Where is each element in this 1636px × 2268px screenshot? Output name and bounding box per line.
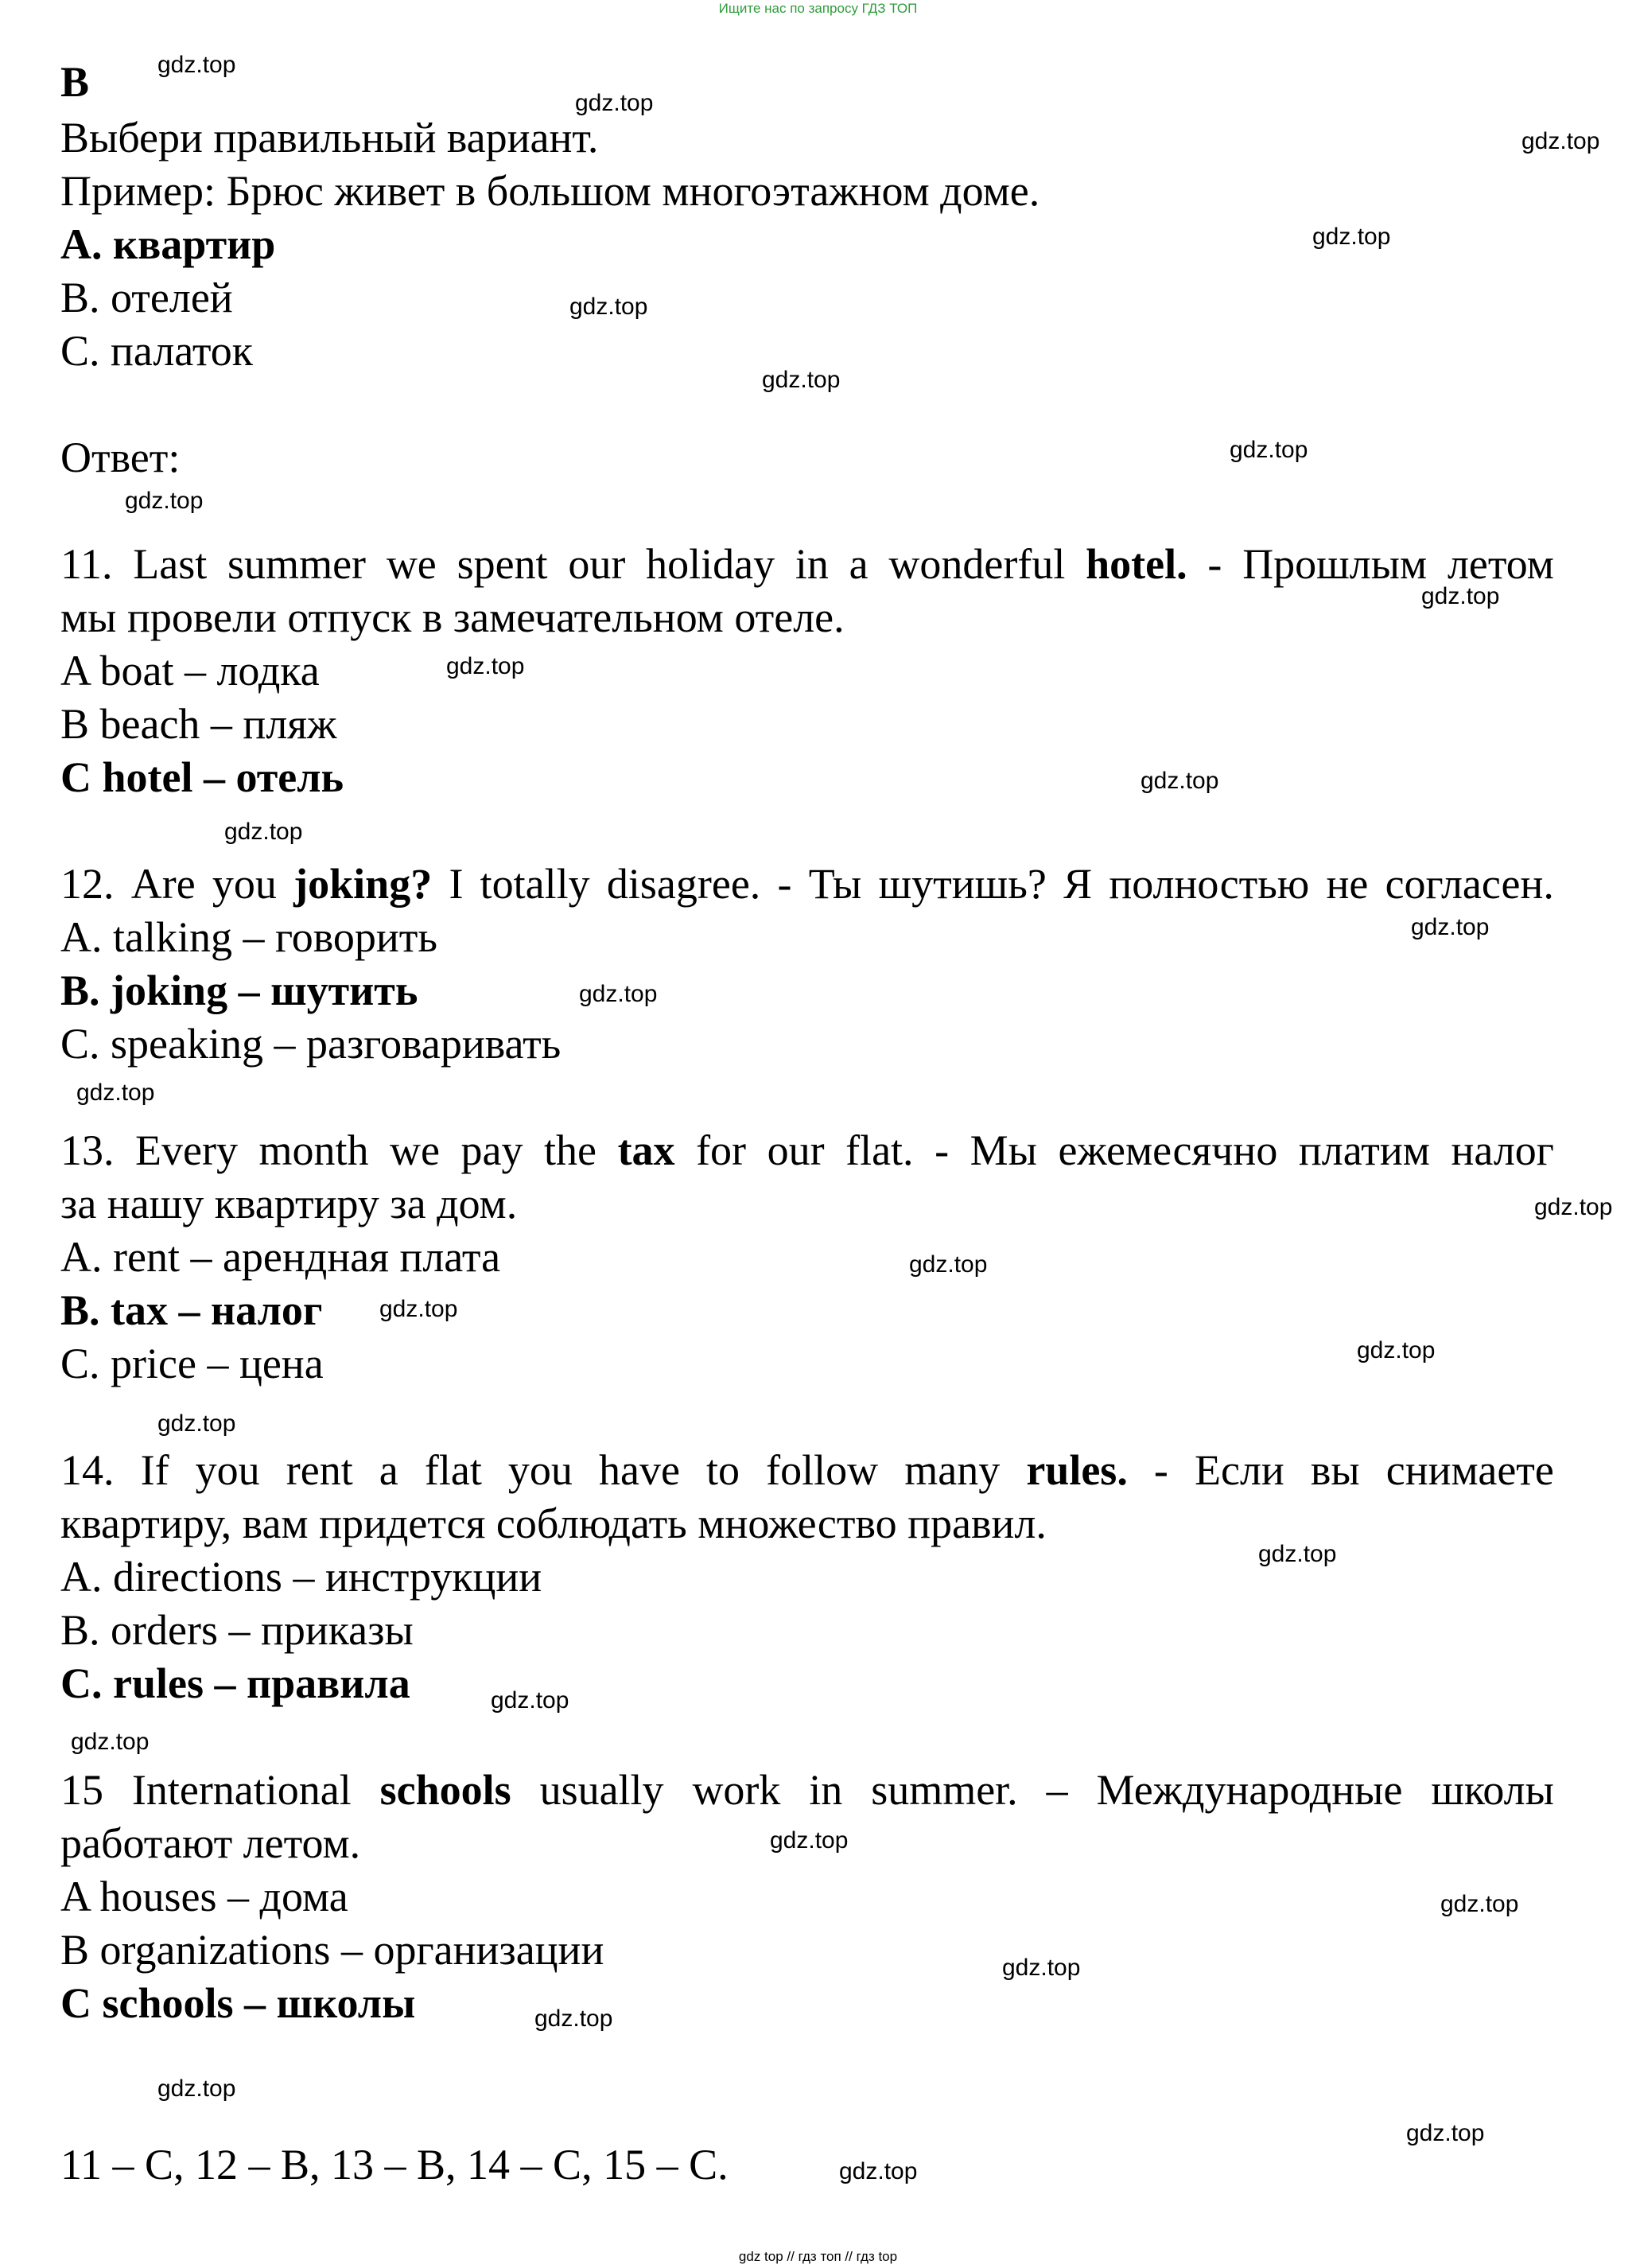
word: Are (130, 860, 196, 908)
q14-line2: квартиру, вам придется соблюдать множество правил. (60, 1500, 1047, 1547)
watermark: gdz.top (1534, 1194, 1613, 1220)
watermark: gdz.top (76, 1080, 155, 1106)
watermark: gdz.top (125, 488, 204, 514)
q12-option-a: A. talking – говорить (60, 913, 438, 961)
q14-line1 (60, 1444, 1554, 1496)
word: вы (1310, 1446, 1360, 1494)
word: have (599, 1446, 680, 1494)
q12-option-c: C. speaking – разговаривать (60, 1020, 562, 1068)
q11-option-b: B beach – пляж (60, 700, 337, 748)
word: - (935, 1126, 950, 1174)
watermark: gdz.top (1521, 128, 1600, 154)
q11-line1 (60, 538, 1554, 590)
word: summer. (871, 1766, 1018, 1814)
answer-summary: 11 – C, 12 – B, 13 – B, 14 – C, 15 – C. (60, 2141, 729, 2188)
word: согласен. (1385, 860, 1554, 908)
q14-option-c: C. rules – правила (60, 1659, 410, 1707)
word: 13. (60, 1126, 115, 1174)
word: - (1207, 540, 1222, 588)
watermark: gdz.top (1406, 2120, 1485, 2146)
watermark: gdz.top (157, 1410, 236, 1437)
word: - (777, 860, 792, 908)
watermark: gdz.top (909, 1251, 988, 1278)
q13-option-b: B. tax – налог (60, 1286, 323, 1334)
word: - (1153, 1446, 1168, 1494)
word: 11. (60, 540, 113, 588)
word: you (507, 1446, 573, 1494)
word: rent (286, 1446, 353, 1494)
word: flat (424, 1446, 482, 1494)
word: month (258, 1126, 369, 1174)
word: снимаете (1385, 1446, 1554, 1494)
q12-option-b: B. joking – шутить (60, 967, 418, 1014)
watermark: gdz.top (579, 981, 658, 1007)
word: International (131, 1766, 352, 1814)
q11-line2: мы провели отпуск в замечательном отеле. (60, 593, 845, 641)
word: полностью (1109, 860, 1310, 908)
word: our (767, 1126, 825, 1174)
word: for (696, 1126, 747, 1174)
word: in (795, 540, 829, 588)
q13-option-a: A. rent – арендная плата (60, 1233, 501, 1281)
watermark: gdz.top (1258, 1541, 1337, 1567)
word: Ты (808, 860, 862, 908)
keyword: rules. (1026, 1446, 1128, 1494)
q15-line2: работают летом. (60, 1819, 361, 1867)
watermark: gdz.top (379, 1296, 458, 1322)
word: to (706, 1446, 740, 1494)
example-option-a: A. квартир (60, 220, 276, 268)
word: Прошлым (1242, 540, 1428, 588)
word: work (692, 1766, 781, 1814)
word: pay (460, 1126, 523, 1174)
example-sentence: Пример: Брюс живет в большом многоэтажном доме. (60, 167, 1040, 215)
watermark: gdz.top (491, 1687, 569, 1714)
word: you (212, 860, 277, 908)
word: Every (135, 1126, 238, 1174)
example-option-c: C. палаток (60, 327, 253, 375)
keyword: tax (617, 1126, 675, 1174)
word: a (379, 1446, 398, 1494)
word: wonderful (888, 540, 1066, 588)
q15-option-c: C schools – школы (60, 1979, 416, 2027)
word: holiday (646, 540, 775, 588)
word: школы (1431, 1766, 1554, 1814)
q13-option-c: C. price – цена (60, 1340, 324, 1387)
watermark: gdz.top (157, 52, 236, 78)
q11-option-a: A boat – лодка (60, 647, 320, 694)
q15-option-a: A houses – дома (60, 1873, 348, 1920)
watermark: gdz.top (569, 294, 648, 320)
word: If (140, 1446, 169, 1494)
keyword: joking? (293, 860, 433, 908)
watermark: gdz.top (446, 653, 525, 679)
top-banner: Ищите нас по запросу ГДЗ ТОП (718, 1, 918, 16)
word: summer (227, 540, 367, 588)
q14-option-b: B. orders – приказы (60, 1606, 414, 1654)
watermark: gdz.top (224, 819, 303, 845)
q13-line1 (60, 1124, 1554, 1177)
footer-watermark: gdz top // гдз топ // гдз top (738, 2249, 898, 2264)
word: in (809, 1766, 843, 1814)
word: – (1046, 1766, 1068, 1814)
answer-label: Ответ: (60, 434, 181, 481)
watermark: gdz.top (1141, 768, 1219, 794)
word: a (849, 540, 869, 588)
watermark: gdz.top (1440, 1891, 1519, 1917)
watermark: gdz.top (1312, 224, 1391, 250)
keyword: schools (379, 1766, 511, 1814)
watermark: gdz.top (1357, 1337, 1436, 1364)
word: Если (1195, 1446, 1284, 1494)
word: налог (1451, 1126, 1554, 1174)
word: follow (766, 1446, 879, 1494)
word: не (1326, 860, 1369, 908)
watermark: gdz.top (71, 1729, 150, 1755)
watermark: gdz.top (770, 1827, 849, 1854)
word: disagree. (606, 860, 761, 908)
word: 14. (60, 1446, 115, 1494)
word: 12. (60, 860, 115, 908)
section-letter: B (60, 58, 90, 106)
watermark: gdz.top (839, 2158, 918, 2184)
word: our (568, 540, 626, 588)
word: ежемесячно (1058, 1126, 1278, 1174)
word: the (544, 1126, 597, 1174)
word: many (904, 1446, 1001, 1494)
watermark: gdz.top (1002, 1955, 1081, 1981)
watermark: gdz.top (1230, 437, 1308, 463)
watermark: gdz.top (762, 367, 841, 393)
word: I (449, 860, 464, 908)
example-option-b: B. отелей (60, 274, 233, 321)
word: we (390, 1126, 441, 1174)
keyword: hotel. (1086, 540, 1187, 588)
q11-option-c: C hotel – отель (60, 753, 344, 801)
word: we (386, 540, 437, 588)
q14-option-a: A. directions – инструкции (60, 1553, 542, 1601)
q13-line2: за нашу квартиру за дом. (60, 1180, 518, 1227)
watermark: gdz.top (575, 90, 654, 116)
q12-line1 (60, 858, 1554, 910)
watermark: gdz.top (534, 2005, 613, 2032)
watermark: gdz.top (1421, 583, 1500, 609)
q15-option-b: B organizations – организации (60, 1926, 604, 1974)
word: Международные (1096, 1766, 1403, 1814)
word: you (195, 1446, 260, 1494)
word: Last (133, 540, 208, 588)
word: платим (1298, 1126, 1430, 1174)
word: шутишь? (878, 860, 1047, 908)
word: летом (1447, 540, 1554, 588)
word: usually (539, 1766, 664, 1814)
watermark: gdz.top (1411, 914, 1490, 940)
q15-line1 (60, 1764, 1554, 1816)
word: 15 (60, 1766, 103, 1814)
word: totally (480, 860, 590, 908)
word: Я (1063, 860, 1093, 908)
word: Мы (970, 1126, 1037, 1174)
instruction-text: Выбери правильный вариант. (60, 114, 599, 161)
word: flat. (845, 1126, 914, 1174)
word: spent (457, 540, 548, 588)
watermark: gdz.top (157, 2075, 236, 2102)
